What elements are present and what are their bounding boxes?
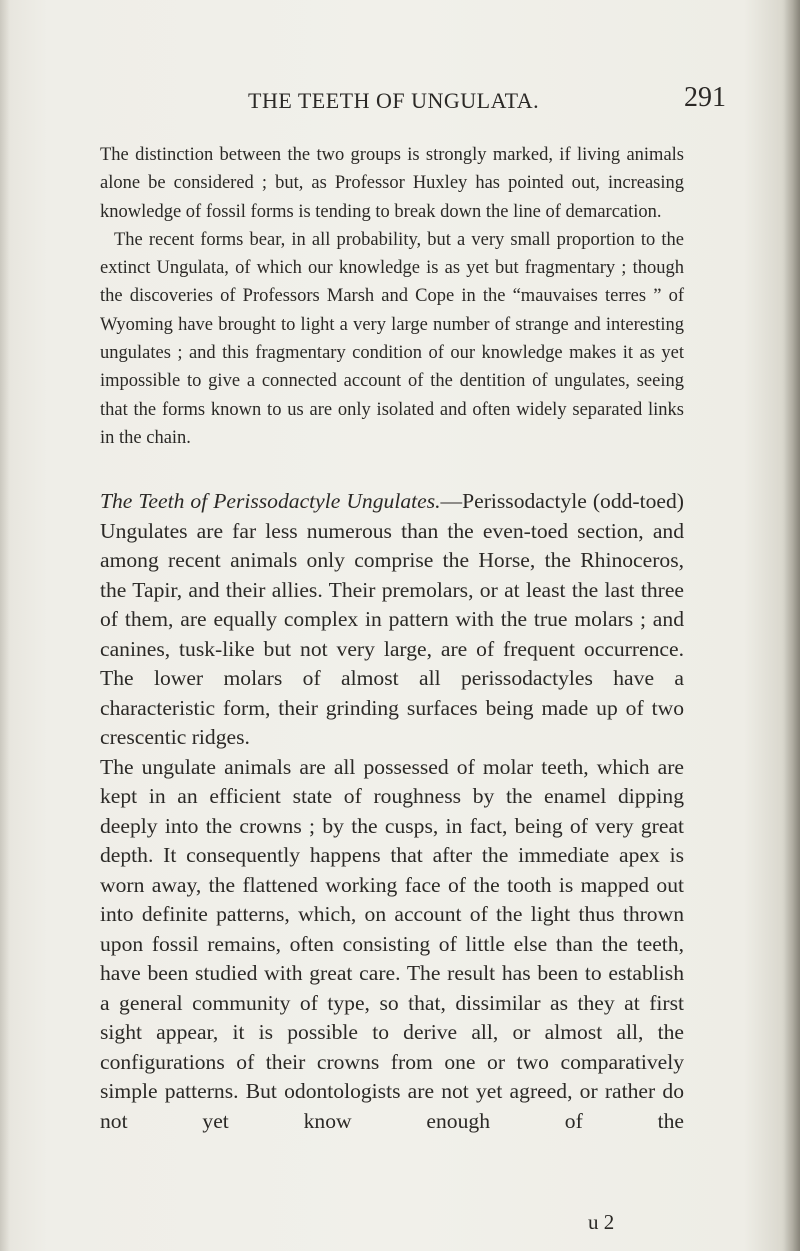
page-binding-shadow bbox=[782, 0, 800, 1251]
section-heading: The Teeth of Perissodactyle Ungulates. bbox=[100, 489, 441, 513]
page-left-edge bbox=[0, 0, 10, 1251]
page-number: 291 bbox=[684, 82, 726, 113]
small-type-block bbox=[100, 141, 684, 452]
paragraph-recent-forms: The recent forms bear, in all probability, but a very small proportion to the extinct Ungulata, of which our knowledge is as yet but fragmentary ; though the discoveries of Professors Marsh and Cope in the “mauvaises terres ” of Wyoming have brought to light a very large number of strange and interesting ungulates ; and this fragmentary condition of our knowledge makes it as yet impossible to give a connected account of the dentition of ungulates, seeing that the forms known to us are only isolated and often widely separated links in the chain. bbox=[100, 229, 684, 448]
running-head-title: THE TEETH OF UNGULATA. bbox=[248, 88, 540, 113]
paragraph-ungulate-molars: The ungulate animals are all possessed of molar teeth, which are kept in an efficient state of roughness by the enamel dipping deeply into the crowns ; by the cusps, in fact, being of very great depth. It consequently happens that after the immediate apex is worn away, the flattened working face of the tooth is mapped out into definite patterns, which, on account of the light thus thrown upon fossil remains, often consisting of little else than the teeth, have been studied with great care. The result has been to establish a general community of type, so that, dissimilar as they at first sight appear, it is possible to derive all, or almost all, the configurations of their crowns from one or two comparatively simple patterns. But odontologists are not yet agreed, or rather do not yet know enough of the bbox=[100, 754, 684, 1133]
signature-mark: u 2 bbox=[588, 1210, 615, 1234]
paragraph-distinction: The distinction between the two groups is strongly marked, if living animals alone be considered ; but, as Professor Huxley has pointed out, increasing knowledge of fossil forms is tending to break down the line of demarcation. bbox=[100, 145, 684, 222]
large-type-block bbox=[100, 487, 684, 1136]
section-heading-dash: — bbox=[440, 489, 463, 513]
paragraph-perissodactyle bbox=[100, 487, 684, 753]
running-head bbox=[0, 80, 800, 120]
section-text: Perissodactyle (odd-toed) Ungulates are far less numerous than the even-toed section, and among recent animals only comprise the Horse, the Rhinoceros, the Tapir, and their allies. Their premolars, or at least the last three of them, are equally complex in pattern with the true molars ; and canines, tusk-like but not very large, are of frequent occurrence. The lower molars of almost all perissodactyles have a characteristic form, their grinding surfaces being made up of two crescentic ridges. bbox=[100, 489, 684, 749]
